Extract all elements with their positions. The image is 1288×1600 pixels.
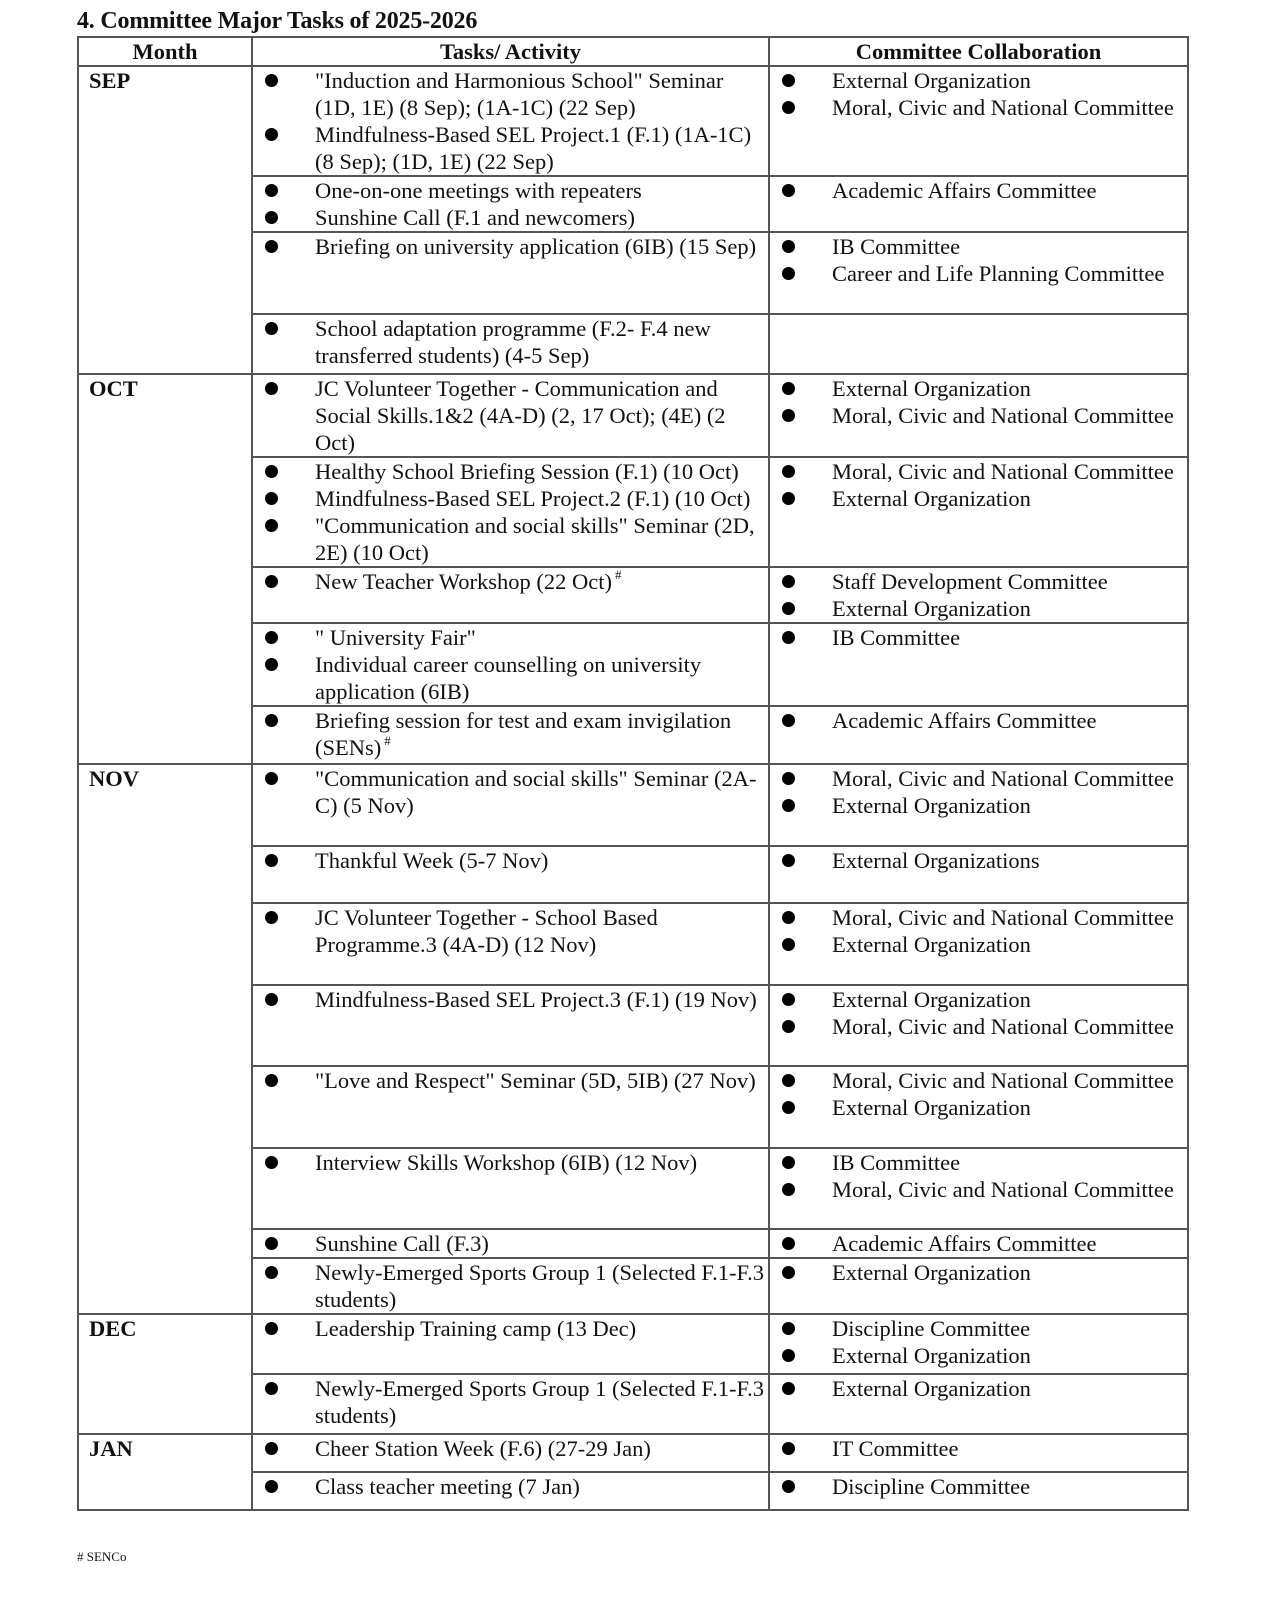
item-text: Mindfulness-Based SEL Project.1 (F.1) (1A-1C) (8 Sep); (1D, 1E) (22 Sep) <box>315 122 752 174</box>
list-item <box>770 1094 1187 1121</box>
collaboration-cell-list <box>770 765 1187 819</box>
item-text: External Organization <box>832 486 1031 511</box>
month-cell: SEP <box>78 66 252 374</box>
bullet-icon <box>265 492 278 505</box>
task-cell-list <box>253 1149 768 1176</box>
list-item <box>770 1375 1187 1402</box>
list-item <box>253 986 768 1013</box>
list-item <box>253 512 768 566</box>
senco-marker: # <box>614 567 622 582</box>
bullet-icon <box>782 1156 795 1169</box>
list-item <box>253 1230 768 1257</box>
bullet-icon <box>265 854 278 867</box>
list-item <box>770 986 1187 1013</box>
collaboration-cell-list <box>770 458 1187 512</box>
collaboration-cell-list <box>770 375 1187 429</box>
task-cell-list <box>253 67 768 175</box>
item-text: Career and Life Planning Committee <box>832 261 1165 286</box>
item-text: One-on-one meetings with repeaters <box>315 178 642 203</box>
task-cell <box>252 1229 769 1258</box>
task-cell-list <box>253 315 768 369</box>
item-text: Cheer Station Week (F.6) (27-29 Jan) <box>315 1436 651 1461</box>
bullet-icon <box>782 184 795 197</box>
task-cell <box>252 1434 769 1472</box>
task-cell <box>252 457 769 567</box>
bullet-icon <box>265 772 278 785</box>
task-cell <box>252 706 769 764</box>
item-text: Individual career counselling on university application (6IB) <box>315 652 702 704</box>
task-cell-list <box>253 1230 768 1257</box>
item-text: Moral, Civic and National Committee <box>832 766 1174 791</box>
item-text: Academic Affairs Committee <box>832 708 1097 733</box>
list-item <box>253 568 768 595</box>
list-item <box>253 707 768 761</box>
collaboration-cell-list <box>770 1067 1187 1121</box>
list-item <box>253 1375 768 1429</box>
list-item <box>770 1473 1187 1500</box>
task-cell <box>252 314 769 374</box>
item-text: External Organizations <box>832 848 1040 873</box>
task-cell-list <box>253 624 768 705</box>
bullet-icon <box>782 492 795 505</box>
bullet-icon <box>782 267 795 280</box>
bullet-icon <box>265 993 278 1006</box>
item-text: Briefing on university application (6IB) (15 Sep) <box>315 234 757 259</box>
task-cell-list <box>253 177 768 231</box>
month-cell: OCT <box>78 374 252 764</box>
bullet-icon <box>782 938 795 951</box>
collaboration-cell-list <box>770 1375 1187 1402</box>
item-text: External Organization <box>832 1376 1031 1401</box>
list-item <box>770 260 1187 287</box>
list-item <box>770 177 1187 204</box>
bullet-icon <box>265 519 278 532</box>
item-text: "Communication and social skills" Seminar (2D, 2E) (10 Oct) <box>315 513 755 565</box>
task-cell-list <box>253 904 768 958</box>
collaboration-cell <box>769 314 1188 374</box>
collaboration-cell-list <box>770 904 1187 958</box>
bullet-icon <box>265 322 278 335</box>
collaboration-cell <box>769 567 1188 623</box>
list-item <box>253 847 768 874</box>
list-item <box>770 402 1187 429</box>
bullet-icon <box>782 911 795 924</box>
collaboration-cell <box>769 985 1188 1066</box>
month-cell: DEC <box>78 1314 252 1434</box>
header-tasks: Tasks/ Activity <box>252 37 769 66</box>
item-text: Sunshine Call (F.1 and newcomers) <box>315 205 636 230</box>
bullet-icon <box>782 854 795 867</box>
collaboration-cell <box>769 706 1188 764</box>
table-row <box>78 1434 1188 1472</box>
collaboration-cell <box>769 903 1188 985</box>
collaboration-cell <box>769 764 1188 846</box>
bullet-icon <box>782 1322 795 1335</box>
list-item <box>253 315 768 369</box>
task-cell-list <box>253 1473 768 1500</box>
bullet-icon <box>265 465 278 478</box>
task-cell-list <box>253 1375 768 1429</box>
collaboration-cell-list <box>770 1149 1187 1203</box>
item-text: Class teacher meeting (7 Jan) <box>315 1474 580 1499</box>
bullet-icon <box>265 1266 278 1279</box>
collaboration-cell <box>769 1434 1188 1472</box>
bullet-icon <box>265 1074 278 1087</box>
list-item <box>770 595 1187 622</box>
bullet-icon <box>265 575 278 588</box>
bullet-icon <box>782 1183 795 1196</box>
collaboration-cell <box>769 623 1188 706</box>
list-item <box>253 204 768 231</box>
task-cell-list <box>253 986 768 1013</box>
table-row <box>78 374 1188 457</box>
collaboration-cell <box>769 1066 1188 1148</box>
collaboration-cell-list <box>770 177 1187 204</box>
item-text: Moral, Civic and National Committee <box>832 95 1174 120</box>
task-cell-list <box>253 707 768 761</box>
bullet-icon <box>265 211 278 224</box>
bullet-icon <box>265 1156 278 1169</box>
item-text: "Induction and Harmonious School" Seminar (1D, 1E) (8 Sep); (1A-1C) (22 Sep) <box>315 68 724 120</box>
list-item <box>253 67 768 121</box>
task-cell-list <box>253 765 768 819</box>
collaboration-cell-list <box>770 1259 1187 1286</box>
task-cell-list <box>253 1259 768 1313</box>
list-item <box>770 1230 1187 1257</box>
bullet-icon <box>265 911 278 924</box>
list-item <box>770 233 1187 260</box>
item-text: Sunshine Call (F.3) <box>315 1231 489 1256</box>
list-item <box>770 458 1187 485</box>
collaboration-cell <box>769 457 1188 567</box>
header-month: Month <box>78 37 252 66</box>
task-cell <box>252 764 769 846</box>
list-item <box>253 233 768 260</box>
list-item <box>253 651 768 705</box>
item-text: Newly-Emerged Sports Group 1 (Selected F.1-F.3 students) <box>315 1376 765 1428</box>
item-text: Moral, Civic and National Committee <box>832 1177 1174 1202</box>
list-item <box>253 624 768 651</box>
collaboration-cell-list <box>770 67 1187 121</box>
collaboration-cell <box>769 1374 1188 1434</box>
task-cell-list <box>253 1067 768 1094</box>
task-cell <box>252 1374 769 1434</box>
list-item <box>770 707 1187 734</box>
task-cell <box>252 623 769 706</box>
item-text: Discipline Committee <box>832 1474 1031 1499</box>
item-text: Leadership Training camp (13 Dec) <box>315 1316 637 1341</box>
list-item <box>253 765 768 819</box>
item-text: Healthy School Briefing Session (F.1) (10 Oct) <box>315 459 739 484</box>
item-text: IB Committee <box>832 1150 961 1175</box>
list-item <box>253 375 768 456</box>
item-text: Interview Skills Workshop (6IB) (12 Nov) <box>315 1150 698 1175</box>
item-text: IT Committee <box>832 1436 959 1461</box>
list-item <box>253 904 768 958</box>
item-text: Mindfulness-Based SEL Project.2 (F.1) (10 Oct) <box>315 486 751 511</box>
item-text: External Organization <box>832 987 1031 1012</box>
list-item <box>770 1342 1187 1369</box>
list-item <box>253 1259 768 1313</box>
bullet-icon <box>782 993 795 1006</box>
task-cell-list <box>253 458 768 566</box>
collaboration-cell-list <box>770 233 1187 287</box>
committee-tasks-table <box>77 36 1189 1511</box>
item-text: Academic Affairs Committee <box>832 178 1097 203</box>
bullet-icon <box>782 1266 795 1279</box>
task-cell <box>252 567 769 623</box>
collaboration-cell-list <box>770 568 1187 622</box>
collaboration-cell <box>769 374 1188 457</box>
item-text: IB Committee <box>832 625 961 650</box>
collaboration-cell-list <box>770 1315 1187 1369</box>
item-text: Moral, Civic and National Committee <box>832 905 1174 930</box>
bullet-icon <box>782 1074 795 1087</box>
collaboration-cell-list <box>770 847 1187 874</box>
list-item <box>770 1315 1187 1342</box>
item-text: External Organization <box>832 1260 1031 1285</box>
bullet-icon <box>265 240 278 253</box>
task-cell-list <box>253 375 768 456</box>
bullet-icon <box>782 602 795 615</box>
item-text: External Organization <box>832 376 1031 401</box>
header-collaboration: Committee Collaboration <box>769 37 1188 66</box>
collaboration-cell-list <box>770 624 1187 651</box>
collaboration-cell <box>769 1258 1188 1314</box>
list-item <box>253 1315 768 1342</box>
bullet-icon <box>782 799 795 812</box>
list-item <box>770 765 1187 792</box>
bullet-icon <box>265 631 278 644</box>
collaboration-cell <box>769 176 1188 232</box>
item-text: New Teacher Workshop (22 Oct) <box>315 569 612 594</box>
item-text: Staff Development Committee <box>832 569 1108 594</box>
item-text: Moral, Civic and National Committee <box>832 459 1174 484</box>
bullet-icon <box>265 382 278 395</box>
bullet-icon <box>782 409 795 422</box>
task-cell <box>252 66 769 176</box>
list-item <box>770 1259 1187 1286</box>
list-item <box>770 931 1187 958</box>
list-item <box>253 485 768 512</box>
list-item <box>253 1473 768 1500</box>
collaboration-cell-list <box>770 1230 1187 1257</box>
item-text: "Communication and social skills" Seminar (2A-C) (5 Nov) <box>315 766 757 818</box>
item-text: Thankful Week (5-7 Nov) <box>315 848 549 873</box>
bullet-icon <box>782 575 795 588</box>
table-row <box>78 1314 1188 1374</box>
collaboration-cell-list <box>770 707 1187 734</box>
month-cell: JAN <box>78 1434 252 1510</box>
collaboration-cell-list <box>770 1435 1187 1462</box>
bullet-icon <box>265 714 278 727</box>
list-item <box>253 1149 768 1176</box>
task-cell <box>252 1314 769 1374</box>
task-cell <box>252 374 769 457</box>
task-cell <box>252 1472 769 1510</box>
bullet-icon <box>265 1237 278 1250</box>
bullet-icon <box>265 1442 278 1455</box>
task-cell <box>252 1148 769 1229</box>
bullet-icon <box>782 714 795 727</box>
bullet-icon <box>782 240 795 253</box>
list-item <box>770 94 1187 121</box>
bullet-icon <box>782 1382 795 1395</box>
list-item <box>770 624 1187 651</box>
task-cell-list <box>253 568 768 595</box>
task-cell <box>252 903 769 985</box>
bullet-icon <box>265 128 278 141</box>
bullet-icon <box>782 382 795 395</box>
list-item <box>770 1176 1187 1203</box>
list-item <box>253 177 768 204</box>
list-item <box>770 485 1187 512</box>
collaboration-cell <box>769 1229 1188 1258</box>
bullet-icon <box>782 1101 795 1114</box>
task-cell-list <box>253 847 768 874</box>
item-text: Moral, Civic and National Committee <box>832 403 1174 428</box>
list-item <box>770 568 1187 595</box>
item-text: External Organization <box>832 793 1031 818</box>
list-item <box>770 67 1187 94</box>
collaboration-cell <box>769 232 1188 314</box>
bullet-icon <box>265 1382 278 1395</box>
item-text: External Organization <box>832 1095 1031 1120</box>
item-text: Mindfulness-Based SEL Project.3 (F.1) (19 Nov) <box>315 987 757 1012</box>
list-item <box>770 847 1187 874</box>
task-cell <box>252 846 769 903</box>
list-item <box>770 904 1187 931</box>
footnote: # SENCo <box>77 1549 127 1564</box>
item-text: Academic Affairs Committee <box>832 1231 1097 1256</box>
task-cell-list <box>253 1315 768 1342</box>
collaboration-cell-list <box>770 1473 1187 1500</box>
bullet-icon <box>782 465 795 478</box>
list-item <box>770 792 1187 819</box>
collaboration-cell <box>769 1472 1188 1510</box>
table-body <box>78 66 1188 1510</box>
item-text: IB Committee <box>832 234 961 259</box>
month-cell: NOV <box>78 764 252 1314</box>
bullet-icon <box>782 631 795 644</box>
list-item <box>770 1435 1187 1462</box>
table-row <box>78 764 1188 846</box>
list-item <box>253 458 768 485</box>
task-cell <box>252 176 769 232</box>
bullet-icon <box>265 1480 278 1493</box>
senco-marker: # <box>384 733 391 748</box>
item-text: Moral, Civic and National Committee <box>832 1014 1174 1039</box>
task-cell-list <box>253 233 768 260</box>
item-text: External Organization <box>832 596 1031 621</box>
bullet-icon <box>265 658 278 671</box>
bullet-icon <box>782 1020 795 1033</box>
item-text: Newly-Emerged Sports Group 1 (Selected F.1-F.3 students) <box>315 1260 765 1312</box>
list-item <box>770 1149 1187 1176</box>
item-text: JC Volunteer Together - Communication and Social Skills.1&2 (4A-D) (2, 17 Oct); (4E) (2 Oct) <box>315 376 726 455</box>
task-cell <box>252 232 769 314</box>
collaboration-cell <box>769 1148 1188 1229</box>
task-cell <box>252 1258 769 1314</box>
item-text: External Organization <box>832 932 1031 957</box>
collaboration-cell <box>769 846 1188 903</box>
bullet-icon <box>782 772 795 785</box>
collaboration-cell <box>769 66 1188 176</box>
table-header-row <box>78 37 1188 66</box>
bullet-icon <box>265 1322 278 1335</box>
list-item <box>253 1067 768 1094</box>
bullet-icon <box>782 1349 795 1362</box>
item-text: "Love and Respect" Seminar (5D, 5IB) (27 Nov) <box>315 1068 756 1093</box>
list-item <box>770 375 1187 402</box>
item-text: Briefing session for test and exam invigilation (SENs) <box>315 708 732 760</box>
item-text: External Organization <box>832 1343 1031 1368</box>
item-text: External Organization <box>832 68 1031 93</box>
bullet-icon <box>265 184 278 197</box>
item-text: JC Volunteer Together - School Based Programme.3 (4A-D) (12 Nov) <box>315 905 658 957</box>
table-row <box>78 66 1188 176</box>
collaboration-cell <box>769 1314 1188 1374</box>
list-item <box>253 1435 768 1462</box>
bullet-icon <box>782 1237 795 1250</box>
bullet-icon <box>265 74 278 87</box>
collaboration-cell-list <box>770 986 1187 1040</box>
task-cell <box>252 1066 769 1148</box>
task-cell-list <box>253 1435 768 1462</box>
bullet-icon <box>782 1442 795 1455</box>
bullet-icon <box>782 1480 795 1493</box>
bullet-icon <box>782 101 795 114</box>
bullet-icon <box>782 74 795 87</box>
item-text: " University Fair" <box>315 625 476 650</box>
task-cell <box>252 985 769 1066</box>
list-item <box>253 121 768 175</box>
document-title: 4. Committee Major Tasks of 2025-2026 <box>77 8 478 34</box>
list-item <box>770 1067 1187 1094</box>
item-text: School adaptation programme (F.2- F.4 new transferred students) (4-5 Sep) <box>315 316 711 368</box>
item-text: Discipline Committee <box>832 1316 1031 1341</box>
item-text: Moral, Civic and National Committee <box>832 1068 1174 1093</box>
list-item <box>770 1013 1187 1040</box>
